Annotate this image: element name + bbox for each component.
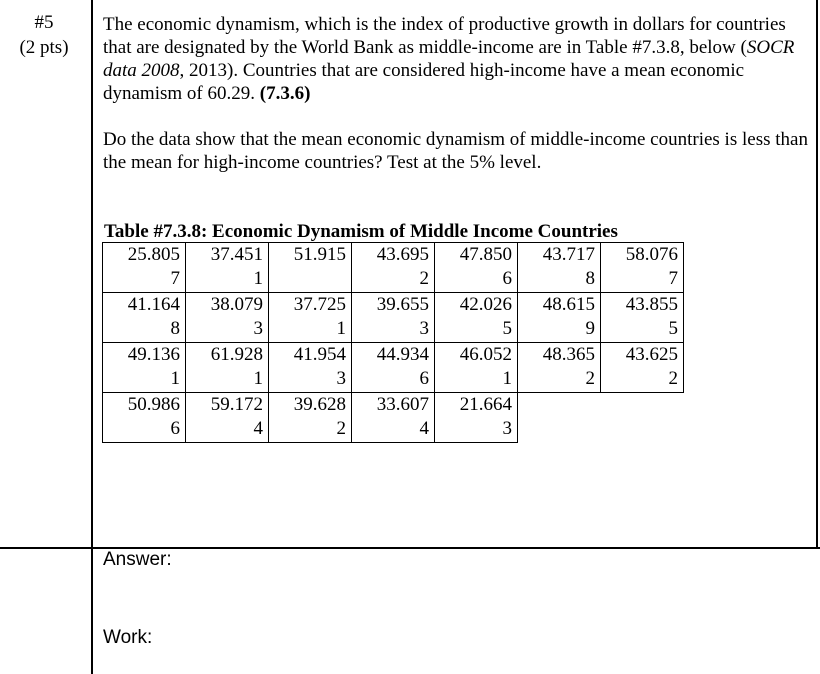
table-cell — [435, 343, 518, 393]
table-cell — [435, 293, 518, 343]
table-cell — [186, 293, 269, 343]
cell-value-line1: 25.805 — [127, 244, 180, 265]
cell-value-line1: 43.625 — [625, 344, 678, 365]
work-label: Work: — [103, 627, 153, 648]
table-cell — [186, 393, 269, 443]
table-row — [103, 293, 684, 343]
table-cell — [103, 243, 186, 293]
cell-value-line2: 1 — [336, 318, 346, 339]
problem-text-a: The economic dynamism, which is the index of productive growth in dollars for countries that are designated by the World Bank as middle-income are in Table #7.3.8, below ( — [103, 14, 786, 58]
table-cell — [186, 243, 269, 293]
data-table — [102, 242, 684, 443]
cell-value-line1: 43.717 — [542, 244, 595, 265]
table-cell — [269, 293, 352, 343]
table-cell — [186, 343, 269, 393]
cell-value-line1: 41.954 — [293, 344, 346, 365]
cell-value-line1: 21.664 — [459, 394, 512, 415]
table-cell — [269, 393, 352, 443]
table-cell — [269, 343, 352, 393]
table-caption: Table #7.3.8: Economic Dynamism of Middle Income Countries — [104, 221, 618, 242]
table-cell — [352, 393, 435, 443]
cell-value-line2: 8 — [170, 318, 180, 339]
cell-value-line2: 2 — [419, 268, 429, 289]
cell-value-line2: 4 — [419, 418, 429, 439]
cell-value-line2: 9 — [585, 318, 595, 339]
table-cell — [103, 393, 186, 443]
cell-value-line2: 7 — [170, 268, 180, 289]
question-points: (2 pts) — [19, 37, 69, 58]
answer-label: Answer: — [103, 549, 172, 570]
table-cell — [518, 243, 601, 293]
source-citation: SOCR data 2008 — [103, 37, 795, 81]
cell-value-line1: 33.607 — [376, 394, 429, 415]
cell-value-line2: 8 — [585, 268, 595, 289]
cell-value-line2: 3 — [502, 418, 512, 439]
table-cell — [518, 343, 601, 393]
problem-text-b: , 2013). Countries that are considered high-income have a mean economic dynamism of 60.29. — [103, 60, 745, 104]
cell-value-line1: 41.164 — [127, 294, 180, 315]
problem-paragraph-1 — [103, 13, 811, 105]
cell-value-line2: 3 — [253, 318, 263, 339]
column-divider — [91, 0, 93, 674]
table-row — [103, 343, 684, 393]
cell-value-line1: 48.615 — [542, 294, 595, 315]
cell-value-line1: 49.136 — [127, 344, 180, 365]
cell-value-line1: 50.986 — [127, 394, 180, 415]
cell-value-line1: 38.079 — [210, 294, 263, 315]
cell-value-line2: 5 — [502, 318, 512, 339]
cell-value-line1: 44.934 — [376, 344, 429, 365]
table-cell — [435, 243, 518, 293]
table-cell-empty — [518, 393, 601, 443]
cell-value-line2: 1 — [502, 368, 512, 389]
question-header — [0, 10, 88, 60]
cell-value-line2: 3 — [336, 368, 346, 389]
cell-value-line1: 47.850 — [459, 244, 512, 265]
cell-value-line1: 43.695 — [376, 244, 429, 265]
table-cell-empty — [601, 393, 684, 443]
cell-value-line2: 1 — [170, 368, 180, 389]
cell-value-line1: 43.855 — [625, 294, 678, 315]
cell-value-line1: 37.725 — [293, 294, 346, 315]
table-cell — [269, 243, 352, 293]
cell-value-line1: 39.628 — [293, 394, 346, 415]
cell-value-line2: 6 — [419, 368, 429, 389]
question-number: #5 — [34, 12, 54, 33]
cell-value-line1: 39.655 — [376, 294, 429, 315]
cell-value-line2: 2 — [336, 418, 346, 439]
table-cell — [601, 343, 684, 393]
cell-value-line2: 5 — [668, 318, 678, 339]
cell-value-line2: 2 — [585, 368, 595, 389]
table-cell — [352, 243, 435, 293]
cell-value-line1: 58.076 — [625, 244, 678, 265]
table-cell — [601, 243, 684, 293]
cell-value-line2: 6 — [170, 418, 180, 439]
cell-value-line2: 7 — [668, 268, 678, 289]
table-cell — [601, 293, 684, 343]
cell-value-line2: 3 — [419, 318, 429, 339]
table-cell — [435, 393, 518, 443]
cell-value-line2: 6 — [502, 268, 512, 289]
table-cell — [352, 293, 435, 343]
problem-statement — [103, 13, 811, 174]
section-reference: (7.3.6) — [259, 83, 311, 104]
cell-value-line1: 61.928 — [210, 344, 263, 365]
table-cell — [103, 343, 186, 393]
problem-paragraph-2: Do the data show that the mean economic dynamism of middle-income countries is less than the mean for high-income countries? Test at the 5% level. — [103, 129, 808, 173]
table-cell — [352, 343, 435, 393]
cell-value-line1: 51.915 — [293, 244, 346, 265]
cell-value-line1: 42.026 — [459, 294, 512, 315]
cell-value-line1: 59.172 — [210, 394, 263, 415]
table-cell — [103, 293, 186, 343]
cell-value-line2: 1 — [253, 268, 263, 289]
cell-value-line2: 1 — [253, 368, 263, 389]
cell-value-line1: 48.365 — [542, 344, 595, 365]
cell-value-line2: 4 — [253, 418, 263, 439]
right-border — [816, 0, 818, 548]
cell-value-line1: 37.451 — [210, 244, 263, 265]
table-row — [103, 243, 684, 293]
cell-value-line1: 46.052 — [459, 344, 512, 365]
cell-value-line2: 2 — [668, 368, 678, 389]
table-cell — [518, 293, 601, 343]
table-row — [103, 393, 684, 443]
